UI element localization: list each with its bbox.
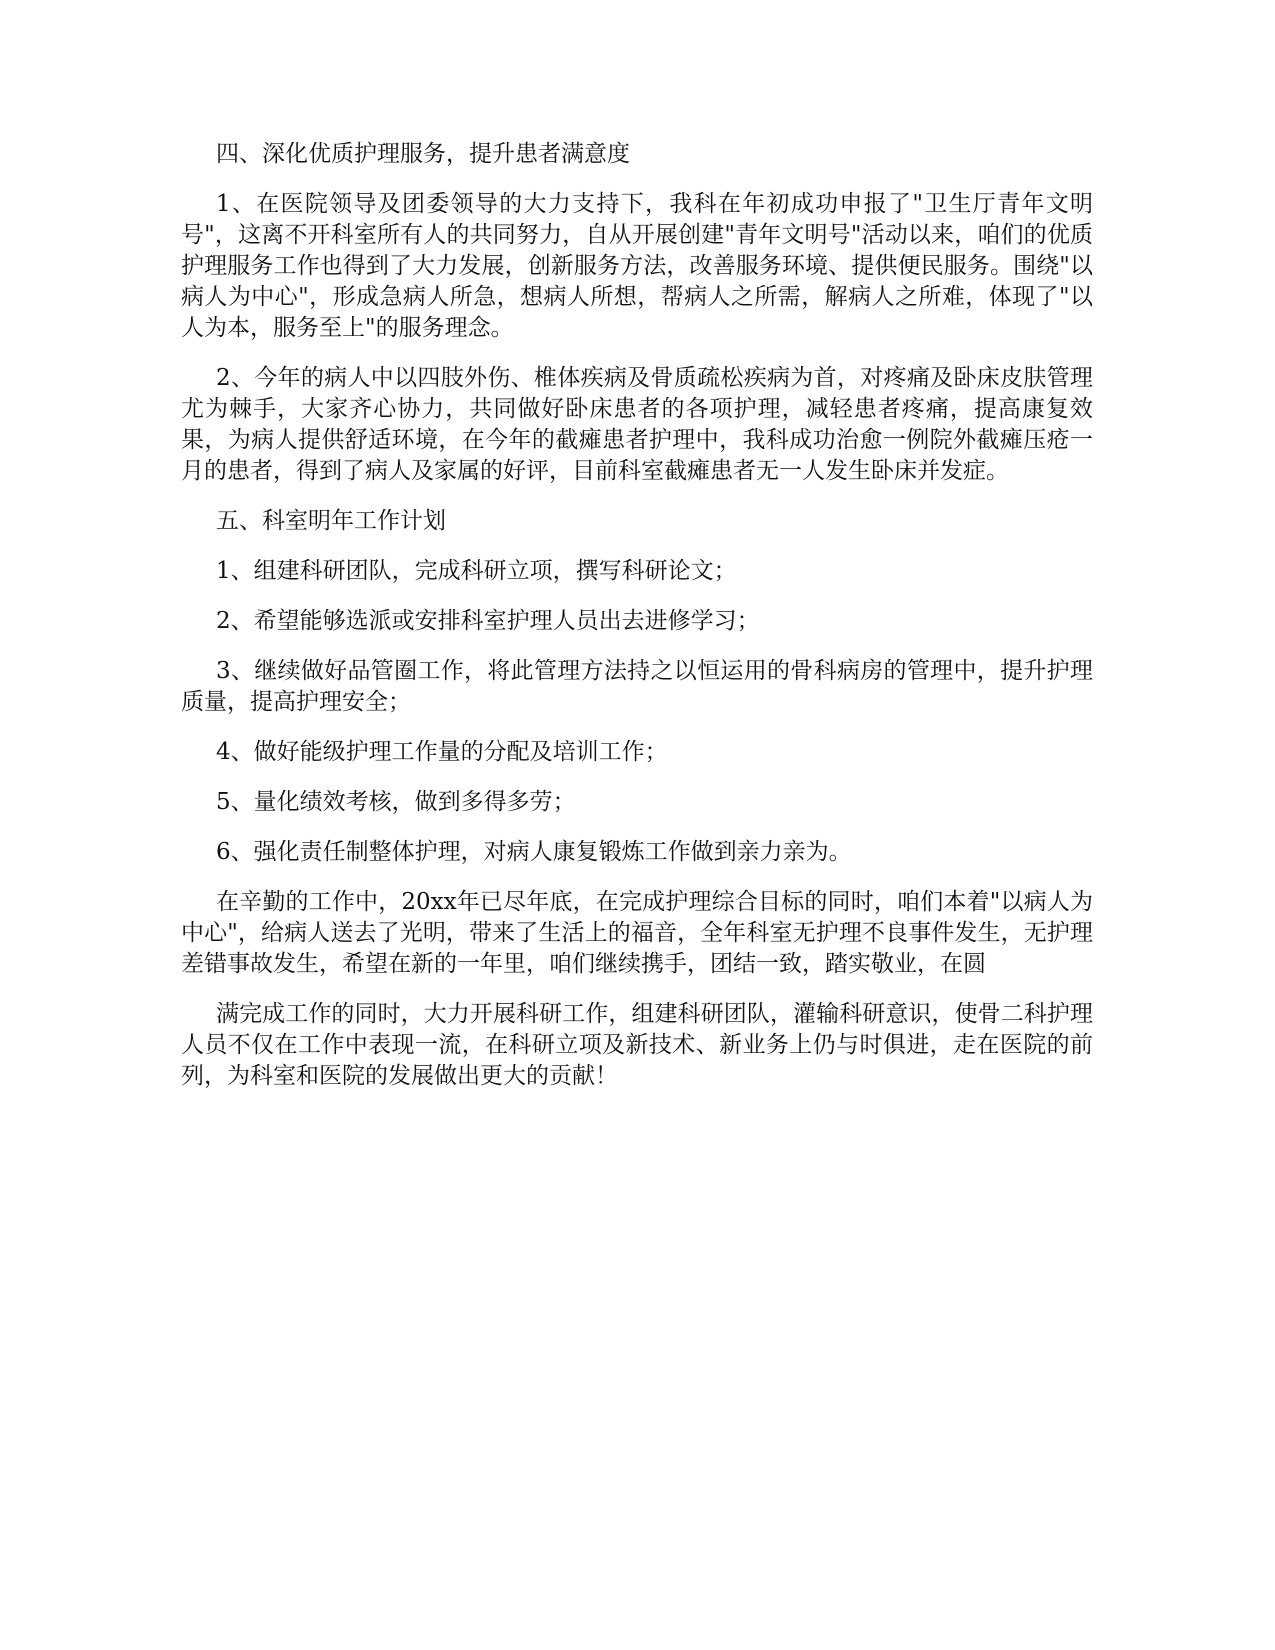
plan-item-6: 6、强化责任制整体护理，对病人康复锻炼工作做到亲力亲为。 [216,839,852,865]
plan-item-4: 4、做好能级护理工作量的分配及培训工作； [216,739,668,765]
paragraph-4-1: 1、在医院领导及团委领导的大力支持下，我科在年初成功申报了"卫生厅青年文明号"，这离不开科室所有人的共同努力，自从开展创建"青年文明号"活动以来，咱们的优质护理服务工作也得到了大力发展，创新服务方法，改善服务环境、提供便民服务。围绕"以病人为中心"，形成急病人所急，想病人所想，帮病人之所需，解病人之所难，体现了"以人为本，服务至上"的服务理念。 [181,191,1093,341]
section-heading-4: 四、深化优质护理服务，提升患者满意度 [216,141,630,167]
closing-paragraph-2: 满完成工作的同时，大力开展科研工作，组建科研团队，灌输科研意识，使骨二科护理人员不仅在工作中表现一流，在科研立项及新技术、新业务上仍与时俱进，走在医院的前列，为科室和医院的发展做出更大的贡献！ [181,1001,1093,1089]
section-heading-5: 五、科室明年工作计划 [216,508,446,534]
plan-item-5: 5、量化绩效考核，做到多得多劳； [216,789,576,815]
closing-paragraph-1: 在辛勤的工作中，20xx年已尽年底，在完成护理综合目标的同时，咱们本着"以病人为中心"，给病人送去了光明，带来了生活上的福音，全年科室无护理不良事件发生，无护理差错事故发生，希望在新的一年里，咱们继续携手，团结一致，踏实敬业，在圆 [181,889,1093,977]
plan-item-2: 2、希望能够选派或安排科室护理人员出去进修学习； [216,608,760,634]
paragraph-4-2: 2、今年的病人中以四肢外伤、椎体疾病及骨质疏松疾病为首，对疼痛及卧床皮肤管理尤为棘手，大家齐心协力，共同做好卧床患者的各项护理，减轻患者疼痛，提高康复效果，为病人提供舒适环境，在今年的截瘫患者护理中，我科成功治愈一例院外截瘫压疮一月的患者，得到了病人及家属的好评，目前科室截瘫患者无一人发生卧床并发症。 [181,365,1093,484]
plan-item-3: 3、继续做好品管圈工作，将此管理方法持之以恒运用的骨科病房的管理中，提升护理质量，提高护理安全； [181,658,1093,715]
document-body [181,139,1093,1111]
plan-item-1: 1、组建科研团队，完成科研立项，撰写科研论文； [216,558,737,584]
